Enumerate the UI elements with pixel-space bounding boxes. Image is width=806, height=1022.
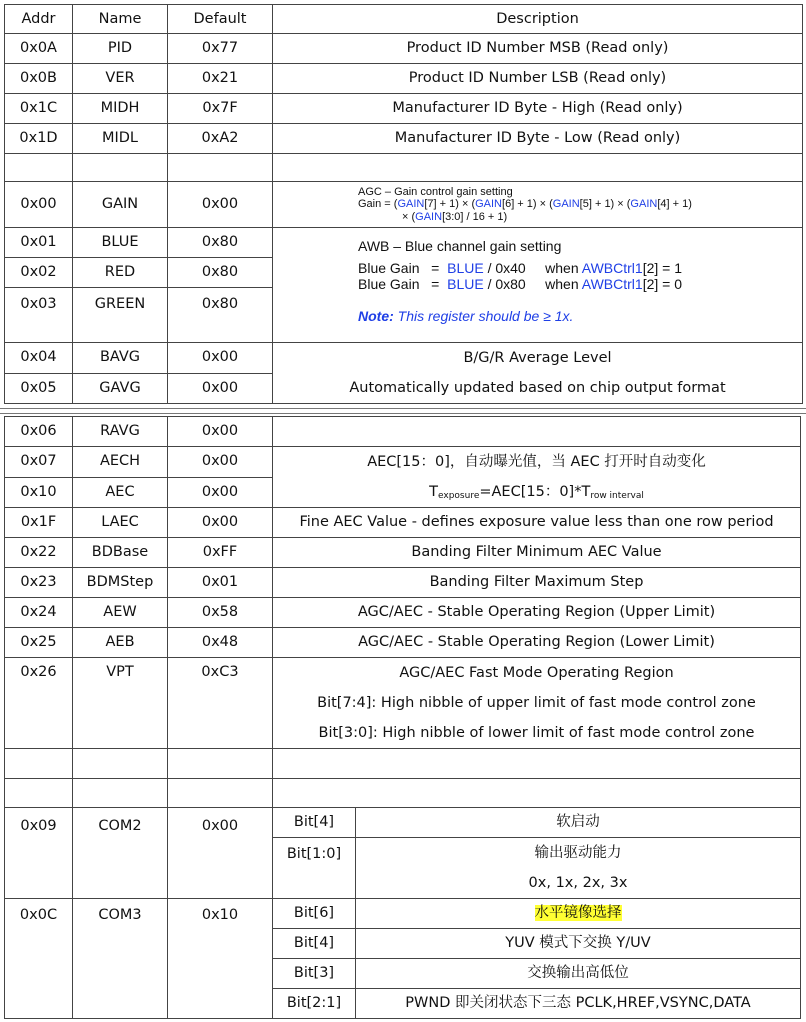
cell-default: 0x00 <box>168 373 273 404</box>
cell-name: AEB <box>73 628 168 658</box>
header-addr: Addr <box>5 5 73 34</box>
cell-name: COM3 <box>73 899 168 1019</box>
gain-description <box>273 182 803 228</box>
cell-name: AECH <box>73 447 168 478</box>
table-row <box>5 658 801 749</box>
cell-default: 0x21 <box>168 64 273 94</box>
cell-addr: 0x23 <box>5 568 73 598</box>
cell-addr: 0x00 <box>5 182 73 228</box>
cell-description: Manufacturer ID Byte - Low (Read only) <box>273 124 803 154</box>
cell-name: GAIN <box>73 182 168 228</box>
empty-row <box>5 779 801 808</box>
cell-addr: 0x02 <box>5 258 73 288</box>
cell-bit: Bit[3] <box>273 959 356 989</box>
cell-addr: 0x01 <box>5 228 73 258</box>
cell-name: LAEC <box>73 508 168 538</box>
cell-addr: 0x25 <box>5 628 73 658</box>
aec-formula: $T_{exposure}=AEC[15$：$0]*T_{row interval}$ <box>429 484 644 501</box>
avg-description: B/G/R Average Level Automatically updated based on chip output format <box>273 343 803 404</box>
table-row <box>5 228 803 258</box>
cell-bit-description: PWND 即关闭状态下三态 PCLK,HREF,VSYNC,DATA <box>356 989 801 1019</box>
cell-name: BDMStep <box>73 568 168 598</box>
header-default: Default <box>168 5 273 34</box>
cell-addr: 0x26 <box>5 658 73 749</box>
cell-default: 0x00 <box>168 477 273 508</box>
cell-name: AEW <box>73 598 168 628</box>
cell-default: 0xFF <box>168 538 273 568</box>
cell-addr: 0x05 <box>5 373 73 404</box>
cell-name: PID <box>73 34 168 64</box>
cell-addr: 0x09 <box>5 808 73 899</box>
cell-name: COM2 <box>73 808 168 899</box>
cell-description: Banding Filter Maximum Step <box>273 568 801 598</box>
cell-default: 0x80 <box>168 288 273 343</box>
cell-name: BAVG <box>73 343 168 374</box>
gain-title: AGC – Gain control gain setting <box>358 185 513 198</box>
empty-row <box>5 154 803 182</box>
gain-formula-line1: Gain = (GAIN[7] + 1) × (GAIN[6] + 1) × (GAIN[5] + 1) × (GAIN[4] + 1) <box>358 198 692 211</box>
cell-addr: 0x07 <box>5 447 73 478</box>
cell-bit: Bit[2:1] <box>273 989 356 1019</box>
table-row <box>5 628 801 658</box>
cell-bit: Bit[1:0] <box>273 838 356 899</box>
table-separator <box>0 408 806 414</box>
awb-formula-line2: Blue Gain = BLUE / 0x80 when AWBCtrl1[2] = 0 <box>358 276 682 293</box>
awb-note: Note: This register should be ≥ 1x. <box>358 308 574 325</box>
cell-addr: 0x06 <box>5 417 73 447</box>
cell-name: BDBase <box>73 538 168 568</box>
awb-title: AWB – Blue channel gain setting <box>358 238 562 254</box>
cell-default: 0x80 <box>168 228 273 258</box>
table-row <box>5 182 803 228</box>
cell-description: Manufacturer ID Byte - High (Read only) <box>273 94 803 124</box>
register-table-top <box>4 4 803 404</box>
cell-bit: Bit[4] <box>273 808 356 838</box>
cell-default: 0x00 <box>168 343 273 374</box>
cell-default: 0x77 <box>168 34 273 64</box>
cell-name: VPT <box>73 658 168 749</box>
cell-addr: 0x1F <box>5 508 73 538</box>
table-row <box>5 508 801 538</box>
cell-addr: 0x0B <box>5 64 73 94</box>
table-row <box>5 343 803 374</box>
table-row <box>5 417 801 447</box>
aec-description: AEC[15：0]，自动曝光值，当 AEC 打开时自动变化 $T_{exposure}=AEC[15$：$0]*T_{row interval}$ <box>273 447 801 508</box>
cell-addr: 0x1C <box>5 94 73 124</box>
cell-bit: Bit[6] <box>273 899 356 929</box>
table-row <box>5 538 801 568</box>
cell-name: MIDH <box>73 94 168 124</box>
cell-default: 0x01 <box>168 568 273 598</box>
table-row <box>5 94 803 124</box>
cell-name: RED <box>73 258 168 288</box>
header-description: Description <box>273 5 803 34</box>
header-name: Name <box>73 5 168 34</box>
cell-default: 0x58 <box>168 598 273 628</box>
register-table-bottom <box>4 416 801 1019</box>
cell-bit-description: 软启动 <box>356 808 801 838</box>
table-row <box>5 124 803 154</box>
table-row <box>5 34 803 64</box>
cell-bit-description <box>356 899 801 929</box>
cell-addr: 0x04 <box>5 343 73 374</box>
cell-description: Product ID Number MSB (Read only) <box>273 34 803 64</box>
cell-description: Banding Filter Minimum AEC Value <box>273 538 801 568</box>
cell-name: AEC <box>73 477 168 508</box>
cell-description: AGC/AEC - Stable Operating Region (Upper Limit) <box>273 598 801 628</box>
cell-addr: 0x03 <box>5 288 73 343</box>
cell-default: 0xA2 <box>168 124 273 154</box>
cell-default: 0x00 <box>168 182 273 228</box>
cell-name: VER <box>73 64 168 94</box>
cell-default: 0x00 <box>168 808 273 899</box>
highlighted-text: 水平镜像选择 <box>534 905 622 922</box>
cell-default: 0x48 <box>168 628 273 658</box>
cell-description: Fine AEC Value - defines exposure value less than one row period <box>273 508 801 538</box>
cell-default: 0x00 <box>168 508 273 538</box>
cell-description: AGC/AEC - Stable Operating Region (Lower Limit) <box>273 628 801 658</box>
awb-description <box>273 228 803 343</box>
cell-name: GREEN <box>73 288 168 343</box>
cell-addr: 0x0A <box>5 34 73 64</box>
cell-addr: 0x22 <box>5 538 73 568</box>
empty-row <box>5 749 801 779</box>
cell-default: 0x7F <box>168 94 273 124</box>
cell-bit-description: 输出驱动能力 0x, 1x, 2x, 3x <box>356 838 801 899</box>
cell-addr: 0x10 <box>5 477 73 508</box>
cell-addr: 0x1D <box>5 124 73 154</box>
cell-name: GAVG <box>73 373 168 404</box>
table-row <box>5 447 801 478</box>
gain-formula-line2: × (GAIN[3:0] / 16 + 1) <box>402 210 508 223</box>
cell-default: 0x00 <box>168 417 273 447</box>
cell-name: MIDL <box>73 124 168 154</box>
cell-default: 0x80 <box>168 258 273 288</box>
cell-name: BLUE <box>73 228 168 258</box>
awb-formula-line1: Blue Gain = BLUE / 0x40 when AWBCtrl1[2] = 1 <box>358 260 682 277</box>
cell-description: Product ID Number LSB (Read only) <box>273 64 803 94</box>
header-row <box>5 5 803 34</box>
cell-bit: Bit[4] <box>273 929 356 959</box>
table-row <box>5 568 801 598</box>
table-row <box>5 808 801 838</box>
table-row <box>5 598 801 628</box>
cell-default: 0x10 <box>168 899 273 1019</box>
cell-addr: 0x24 <box>5 598 73 628</box>
vpt-description: AGC/AEC Fast Mode Operating Region Bit[7:4]: High nibble of upper limit of fast mode control zone Bit[3:0]: High nibble of lower limit of fast mode control zone <box>273 658 801 749</box>
cell-addr: 0x0C <box>5 899 73 1019</box>
table-row <box>5 899 801 929</box>
cell-bit-description: YUV 模式下交换 Y/UV <box>356 929 801 959</box>
cell-name: RAVG <box>73 417 168 447</box>
cell-bit-description: 交换输出高低位 <box>356 959 801 989</box>
cell-default: 0x00 <box>168 447 273 478</box>
cell-default: 0xC3 <box>168 658 273 749</box>
table-row <box>5 64 803 94</box>
